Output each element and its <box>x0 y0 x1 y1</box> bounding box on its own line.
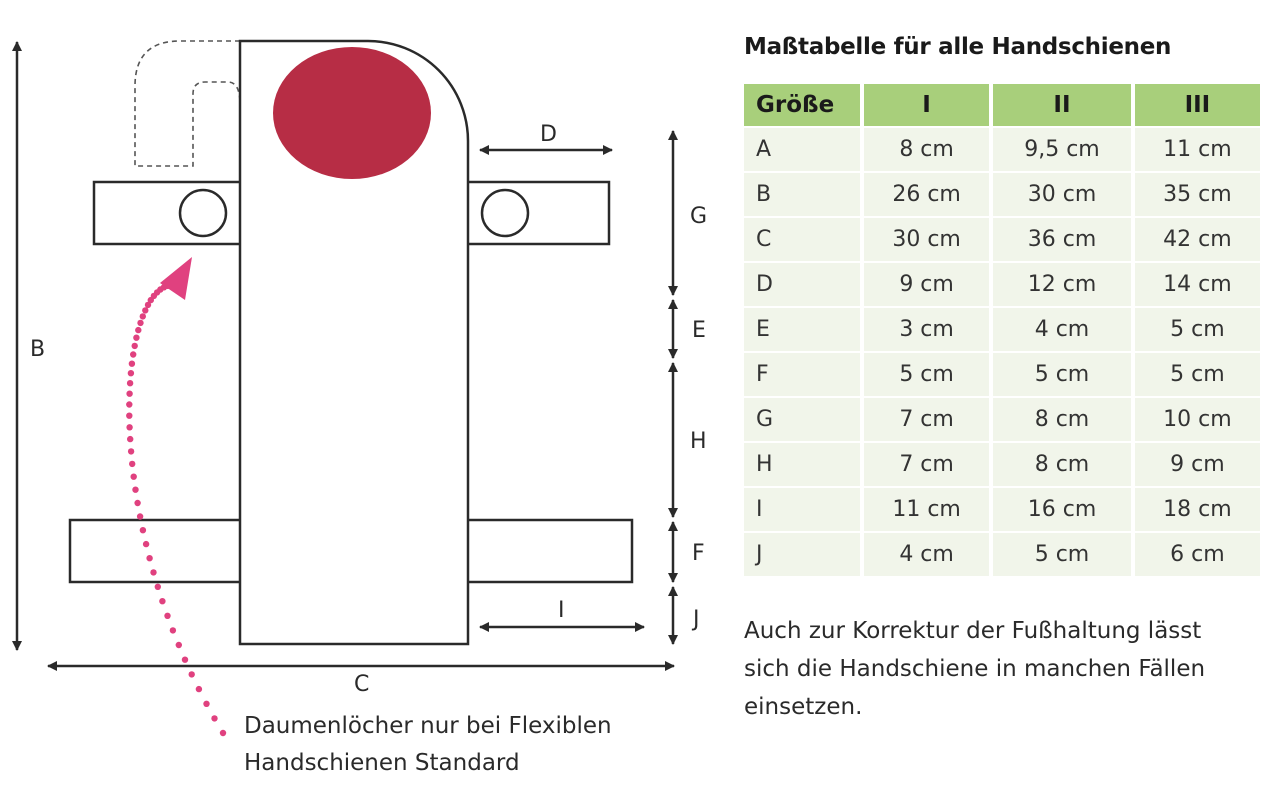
row-label: G <box>744 396 860 441</box>
pointer-dot <box>128 370 134 376</box>
header-size-iii: III <box>1131 84 1260 126</box>
cell: 5 cm <box>989 531 1131 576</box>
pointer-dot <box>127 380 133 386</box>
pointer-dot <box>146 555 152 561</box>
cell: 11 cm <box>860 486 989 531</box>
pointer-dot <box>134 500 140 506</box>
pointer-dot <box>182 657 188 663</box>
caption-line-2: Handschienen Standard <box>244 750 520 776</box>
cell: 8 cm <box>989 396 1131 441</box>
cell: 18 cm <box>1131 486 1260 531</box>
cell: 9 cm <box>860 261 989 306</box>
table-row <box>744 531 1260 576</box>
row-label: B <box>744 171 860 216</box>
label-h: H <box>690 429 707 454</box>
pointer-dot <box>135 327 141 333</box>
dashed-flap-outline <box>135 41 240 166</box>
label-g: G <box>690 204 708 229</box>
label-b: B <box>30 337 46 362</box>
cell: 26 cm <box>860 171 989 216</box>
pointer-dot <box>129 461 135 467</box>
pointer-dot <box>220 730 226 736</box>
pointer-dot <box>155 584 161 590</box>
table-title: Maßtabelle für alle Handschienen <box>744 34 1172 60</box>
thumb-hole-pointer-arrowhead <box>160 257 192 300</box>
pointer-dot <box>131 474 137 480</box>
pointer-dot <box>133 335 139 341</box>
palm-pad-oval <box>273 47 431 179</box>
cell: 7 cm <box>860 396 989 441</box>
row-label: A <box>744 126 860 171</box>
cell: 35 cm <box>1131 171 1260 216</box>
cell: 10 cm <box>1131 396 1260 441</box>
pointer-dot <box>130 351 136 357</box>
table-row <box>744 216 1260 261</box>
cell: 30 cm <box>989 171 1131 216</box>
row-label: C <box>744 216 860 261</box>
pointer-dot <box>164 613 170 619</box>
usage-note: Auch zur Korrektur der Fußhaltung lässt sich die Handschiene in manchen Fällen einsetzen. <box>744 618 1206 720</box>
cell: 7 cm <box>860 441 989 486</box>
cell: 3 cm <box>860 306 989 351</box>
cell: 9,5 cm <box>989 126 1131 171</box>
cell: 8 cm <box>860 126 989 171</box>
cell: 5 cm <box>860 351 989 396</box>
cell: 14 cm <box>1131 261 1260 306</box>
pointer-dot <box>137 513 143 519</box>
pointer-dot <box>140 313 146 319</box>
cell: 11 cm <box>1131 126 1260 171</box>
header-size-ii: II <box>989 84 1131 126</box>
pointer-dot <box>140 527 146 533</box>
header-size-i: I <box>860 84 989 126</box>
pointer-dot <box>127 436 133 442</box>
table-row <box>744 261 1260 306</box>
pointer-dot <box>150 569 156 575</box>
table-row <box>744 441 1260 486</box>
pointer-dot <box>128 448 134 454</box>
caption-line-1: Daumenlöcher nur bei Flexiblen <box>244 713 612 739</box>
cell: 4 cm <box>860 531 989 576</box>
pointer-dot <box>143 541 149 547</box>
label-c: C <box>354 672 370 697</box>
cell: 9 cm <box>1131 441 1260 486</box>
pointer-dot <box>189 671 195 677</box>
row-label: D <box>744 261 860 306</box>
label-f: F <box>692 541 705 566</box>
pointer-dot <box>132 343 138 349</box>
label-j: J <box>693 607 700 632</box>
row-label: F <box>744 351 860 396</box>
pointer-dot <box>126 401 132 407</box>
table-row <box>744 396 1260 441</box>
table-row <box>744 351 1260 396</box>
pointer-dot <box>196 686 202 692</box>
pointer-dot <box>170 627 176 633</box>
label-i: I <box>558 598 565 623</box>
cell: 42 cm <box>1131 216 1260 261</box>
thumb-hole-pointer-dots <box>126 282 226 736</box>
row-label: J <box>744 531 860 576</box>
pointer-dot <box>211 715 217 721</box>
cell: 5 cm <box>1131 306 1260 351</box>
cell: 6 cm <box>1131 531 1260 576</box>
table-row <box>744 171 1260 216</box>
pointer-dot <box>126 424 132 430</box>
cell: 8 cm <box>989 441 1131 486</box>
size-table <box>744 84 1260 576</box>
cell: 36 cm <box>989 216 1131 261</box>
cell: 5 cm <box>1131 351 1260 396</box>
table-row <box>744 126 1260 171</box>
cell: 30 cm <box>860 216 989 261</box>
table-row <box>744 486 1260 531</box>
label-e: E <box>692 318 706 343</box>
pointer-dot <box>142 307 148 313</box>
pointer-dot <box>126 413 132 419</box>
pointer-dot <box>126 391 132 397</box>
label-d: D <box>540 122 557 147</box>
row-label: H <box>744 441 860 486</box>
cell: 4 cm <box>989 306 1131 351</box>
thumb-hole-left <box>180 190 226 236</box>
cell: 5 cm <box>989 351 1131 396</box>
pointer-dot <box>159 598 165 604</box>
table-header-row <box>744 84 1260 126</box>
pointer-dot <box>203 701 209 707</box>
thumb-hole-caption <box>244 708 612 782</box>
row-label: E <box>744 306 860 351</box>
pointer-dot <box>132 487 138 493</box>
row-label: I <box>744 486 860 531</box>
cell: 12 cm <box>989 261 1131 306</box>
thumb-hole-right <box>482 190 528 236</box>
pointer-dot <box>137 320 143 326</box>
pointer-dot <box>129 361 135 367</box>
table-row <box>744 306 1260 351</box>
pointer-dot <box>176 642 182 648</box>
header-size: Größe <box>744 84 860 126</box>
cell: 16 cm <box>989 486 1131 531</box>
